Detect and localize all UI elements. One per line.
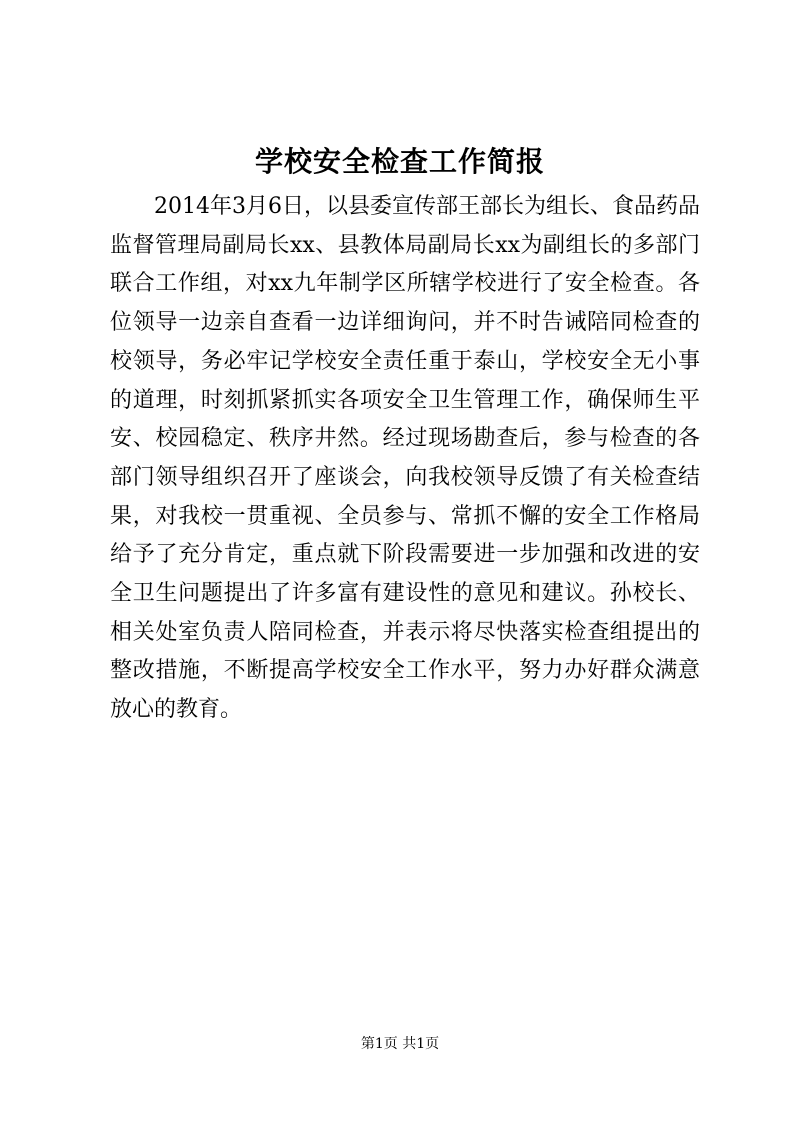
page-number-footer: 第1页 共1页 [360,1036,440,1052]
document-body [110,188,700,730]
body-paragraph: 2014年3月6日，以县委宣传部王部长为组长、食品药品监督管理局副局长xx、县教体局副局长xx为副组长的多部门联合工作组，对xx九年制学区所辖学校进行了安全检查。各位领导一边亲自查看一边详细询问，并不时告诫陪同检查的校领导，务必牢记学校安全责任重于泰山，学校安全无小事的道理，时刻抓紧抓实各项安全卫生管理工作，确保师生平安、校园稳定、秩序井然。经过现场勘查后，参与检查的各部门领导组织召开了座谈会，向我校领导反馈了有关检查结果，对我校一贯重视、全员参与、常抓不懈的安全工作格局给予了充分肯定，重点就下阶段需要进一步加强和改进的安全卫生问题提出了许多富有建设性的意见和建议。孙校长、相关处室负责人陪同检查，并表示将尽快落实检查组提出的整改措施，不断提高学校安全工作水平，努力办好群众满意放心的教育。 [110,194,700,723]
document-title: 学校安全检查工作简报 [254,145,545,178]
